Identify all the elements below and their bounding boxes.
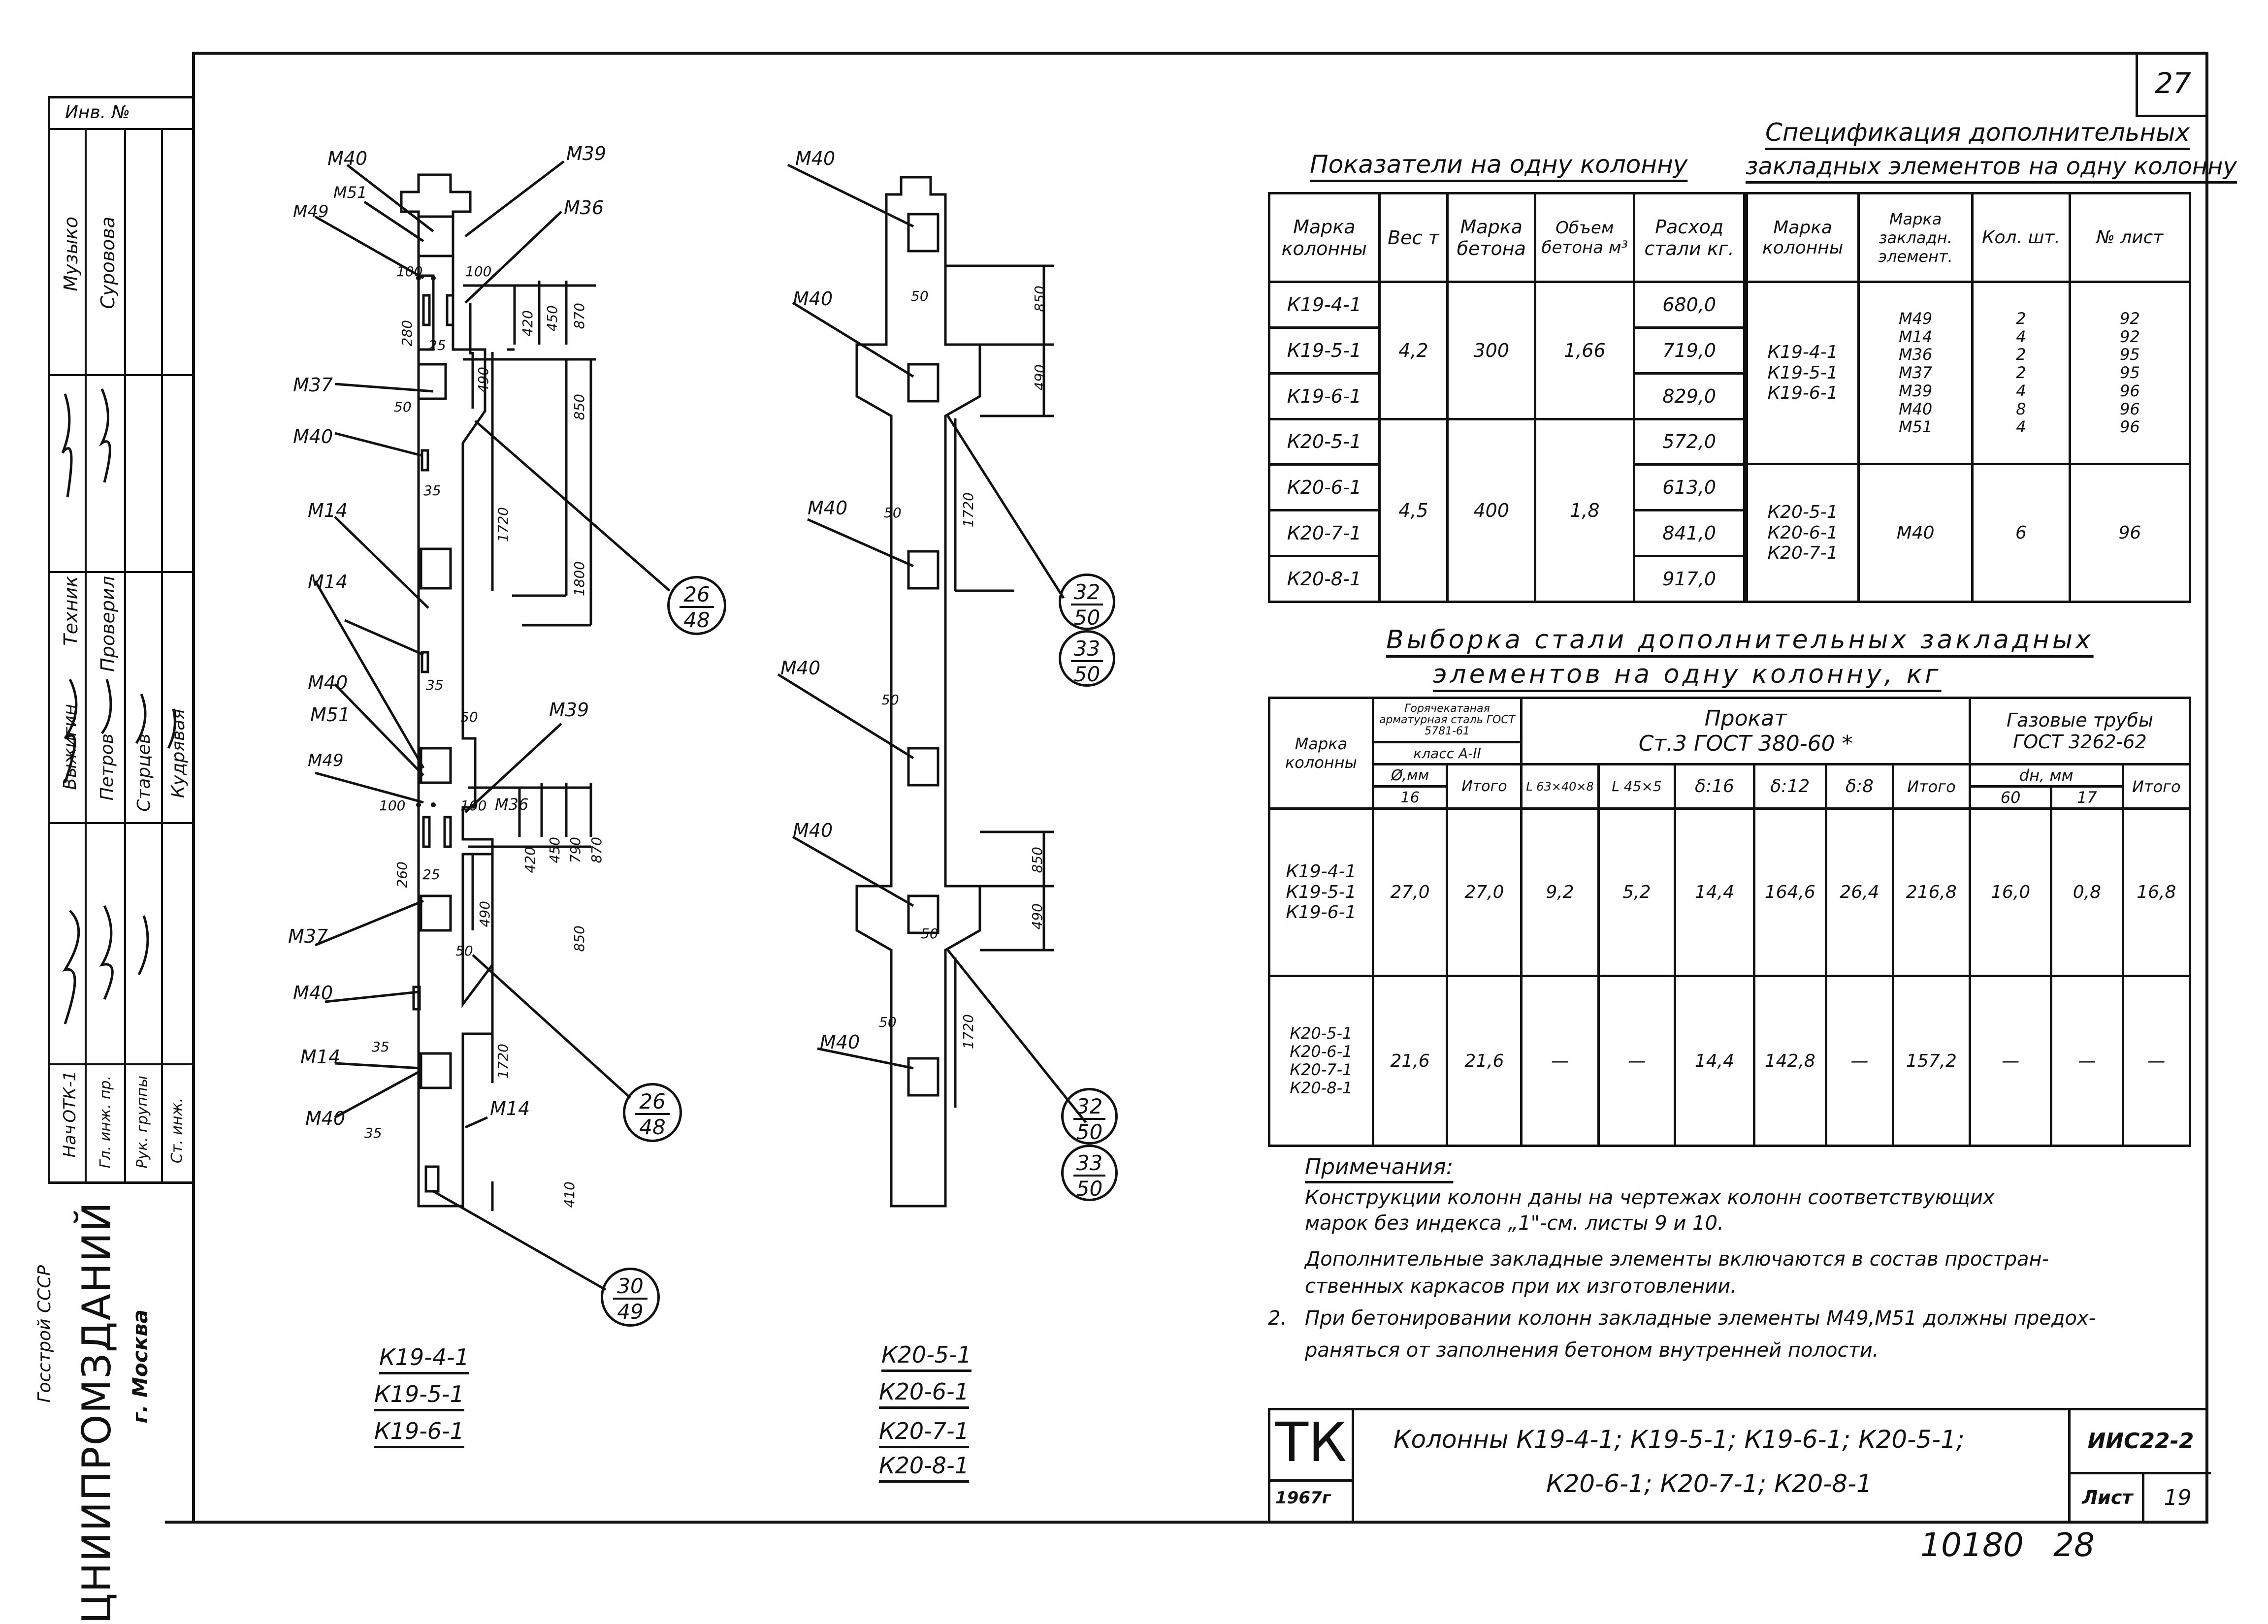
role-startsev: Старцев <box>134 733 154 812</box>
t2-h-qty: Кол. шт. <box>1973 193 2070 282</box>
t3-cell: 142,8 <box>1754 976 1826 1146</box>
dim-25b: 25 <box>422 866 440 883</box>
mark-k20-m40-b: М40 <box>793 288 833 310</box>
t1-mark: К20-7-1 <box>1269 510 1380 556</box>
t3-h-total3: Итого <box>2123 764 2190 809</box>
mark-m14-d: М14 <box>490 1098 530 1119</box>
dim-35d: 35 <box>364 1125 382 1141</box>
mark-m40-top: М40 <box>327 148 368 169</box>
notes-title: Примечания: <box>1305 1154 1454 1179</box>
role-petrov: Петров <box>97 733 117 801</box>
mark-m40-c: М40 <box>305 1108 346 1129</box>
dim-100c: 100 <box>379 797 406 814</box>
table3-title-2: элементов на одну колонну, кг <box>1433 660 1942 689</box>
t1-steel: 572,0 <box>1634 419 1745 465</box>
t3-h-class: класс А-II <box>1373 742 1522 764</box>
t3-h-prokat: Прокат Ст.3 ГОСТ 380-60 * <box>1522 698 1970 764</box>
dim-25a: 25 <box>428 337 446 353</box>
mark-m36-mid: М36 <box>495 795 529 814</box>
t3-cell: — <box>2123 976 2190 1146</box>
role-ruk-gruppy: Рук. группы <box>134 1076 151 1169</box>
mark-m14-c: М14 <box>300 1046 341 1068</box>
t2-h-elem: Марка закладн. элемент. <box>1859 193 1973 282</box>
t2-h-mark: Марка колонны <box>1747 193 1859 282</box>
table2 <box>1746 192 2191 603</box>
t1-mark: К20-6-1 <box>1269 465 1380 510</box>
t3-cell: 27,0 <box>1373 809 1447 976</box>
t3-cell: 21,6 <box>1373 976 1447 1146</box>
t2-g2-element: М40 <box>1859 464 1973 602</box>
dim-50c: 50 <box>455 943 473 959</box>
callout-32-50-b: 32 50 <box>1061 1088 1118 1145</box>
caption-k19-5-1: К19-5-1 <box>374 1381 464 1407</box>
t2-g1-marks: К19-4-1 К19-5-1 К19-6-1 <box>1747 282 1859 464</box>
t2-g1-elements: М49 М14 М36 М37 М39 М40 М51 <box>1859 282 1973 464</box>
t1-mark: К19-6-1 <box>1269 373 1380 419</box>
dim-100a: 100 <box>396 263 423 280</box>
t3-cell: 216,8 <box>1893 809 1970 976</box>
dim-k20-850a: 850 <box>1032 286 1048 312</box>
t3-r1-marks: К19-4-1 К19-5-1 К19-6-1 <box>1269 809 1373 976</box>
dim-k20-490b: 490 <box>1029 903 1045 930</box>
t1-h-concrete: Марка бетона <box>1448 193 1535 282</box>
dim-k20-50e: 50 <box>921 925 939 942</box>
dim-450a: 450 <box>544 305 560 332</box>
mark-k20-m40-a: М40 <box>795 148 836 169</box>
table3 <box>1268 697 2191 1147</box>
dim-k20-1720a: 1720 <box>960 492 976 528</box>
callout-26-48-b: 26 48 <box>623 1083 682 1142</box>
t1-volume-g2: 1,8 <box>1535 419 1634 602</box>
t1-weight-g1: 4,2 <box>1379 282 1448 419</box>
mark-k20-m40-e: М40 <box>793 820 833 841</box>
t1-mark: К20-8-1 <box>1269 556 1380 602</box>
inv-label: Инв. № <box>65 102 130 123</box>
t1-steel: 917,0 <box>1634 556 1745 602</box>
mark-m39-mid: М39 <box>549 699 589 721</box>
mark-m14-b: М14 <box>308 571 348 593</box>
note-1a: Конструкции колонн даны на чертежах колонн соответствующих <box>1305 1186 1995 1209</box>
sheet-label: Лист <box>2082 1487 2133 1508</box>
t3-cell: 5,2 <box>1598 809 1675 976</box>
t3-cell: 21,6 <box>1447 976 1522 1146</box>
t1-h-weight: Вес т <box>1379 193 1448 282</box>
caption-k20-8-1: К20-8-1 <box>879 1452 969 1479</box>
mark-k20-m40-d: М40 <box>780 657 821 679</box>
dim-280: 280 <box>399 320 415 347</box>
t3-cell: 157,2 <box>1893 976 1970 1146</box>
dim-50b: 50 <box>460 709 478 725</box>
dim-k20-1720b: 1720 <box>960 1014 976 1050</box>
series-code: ИИС22-2 <box>2087 1429 2194 1454</box>
t3-h-60: 60 <box>1970 787 2051 809</box>
t3-cell: 9,2 <box>1522 809 1598 976</box>
note-2a: Дополнительные закладные элементы включаются в состав простран- <box>1305 1248 2049 1271</box>
note-3a: При бетонировании колонн закладные элементы М49,М51 должны предох- <box>1305 1307 2096 1330</box>
dim-k20-50b: 50 <box>884 505 902 521</box>
dim-790: 790 <box>567 837 583 863</box>
t1-h-steel: Расход стали кг. <box>1634 193 1745 282</box>
dim-850b: 850 <box>571 925 587 952</box>
t1-concrete-g1: 300 <box>1448 282 1535 419</box>
t3-cell: 164,6 <box>1754 809 1826 976</box>
t2-g2-marks: К20-5-1 К20-6-1 К20-7-1 <box>1747 464 1859 602</box>
t3-cell: — <box>1598 976 1675 1146</box>
dim-k20-50a: 50 <box>911 288 929 304</box>
t3-cell: — <box>2051 976 2123 1146</box>
note-3-num: 2. <box>1268 1307 1287 1330</box>
t2-g1-qty: 2 4 2 2 4 8 4 <box>1973 282 2070 464</box>
t3-h-rebar: Горячекатаная арматурная сталь ГОСТ 5781-61 <box>1373 698 1522 742</box>
mark-m49-mid: М49 <box>308 751 344 770</box>
role-vyzhigin: Выжигин <box>60 704 80 790</box>
org-name: ЦНИИПРОМЗДАНИЙ <box>74 1201 120 1624</box>
table1-title: Показатели на одну колонну <box>1310 150 1688 179</box>
callout-26-48-a: 26 48 <box>667 576 726 635</box>
dim-35b: 35 <box>426 677 444 693</box>
sheet-no-cell <box>2142 1472 2211 1524</box>
role-otk: ОТК-1 <box>60 1071 80 1123</box>
mark-m14-a: М14 <box>308 500 348 521</box>
t3-h-dn: dн, мм <box>1970 764 2123 787</box>
title-block <box>1268 1408 2208 1524</box>
note-1b: марок без индекса „1"-см. листы 9 и 10. <box>1305 1212 1724 1235</box>
dim-870b: 870 <box>588 837 605 863</box>
dim-490a: 490 <box>475 367 491 393</box>
mark-m36-top: М36 <box>564 197 604 219</box>
t3-h-s12: δ:12 <box>1754 764 1826 809</box>
series-cell <box>2068 1410 2211 1474</box>
dim-450b: 450 <box>547 837 563 863</box>
t1-steel: 829,0 <box>1634 373 1745 419</box>
tk-logo: ТК <box>1275 1411 1347 1474</box>
t2-g2-sheet: 96 <box>2070 464 2190 602</box>
role-muzyko: Музыко <box>60 217 82 291</box>
t1-volume-g1: 1,66 <box>1535 282 1634 419</box>
role-kudryavaya: Кудрявая <box>168 709 189 798</box>
t3-cell: — <box>1826 976 1893 1146</box>
mark-m40-a: М40 <box>308 672 348 694</box>
role-surovova: Суровова <box>97 217 119 309</box>
caption-k19-4-1: К19-4-1 <box>379 1344 469 1370</box>
mark-m40-b: М40 <box>293 982 333 1004</box>
bottom-number-right: 28 <box>2053 1526 2095 1564</box>
note-3b: раняться от заполнения бетоном внутренней полости. <box>1305 1339 1879 1362</box>
t3-h-dmm: Ø,мм <box>1373 764 1447 787</box>
dim-35c: 35 <box>372 1039 389 1055</box>
t2-h-sheet: № лист <box>2070 193 2190 282</box>
t3-h-d16: 16 <box>1373 787 1447 809</box>
dim-1720b: 1720 <box>495 1044 511 1079</box>
table1 <box>1268 192 1746 603</box>
t3-cell: 16,8 <box>2123 809 2190 976</box>
sheet-number-top: 27 <box>2155 66 2191 100</box>
mark-m40-mid: М40 <box>293 426 333 447</box>
t3-cell: 14,4 <box>1675 809 1754 976</box>
caption-k20-6-1: К20-6-1 <box>879 1378 969 1405</box>
dim-k20-50c: 50 <box>881 692 899 708</box>
t1-mark: К19-4-1 <box>1269 282 1380 328</box>
mark-m49-top: М49 <box>293 202 329 222</box>
dim-1720a: 1720 <box>495 507 511 542</box>
table2-title-1: Спецификация дополнительных <box>1765 118 2190 147</box>
dim-420b: 420 <box>522 847 538 873</box>
mark-m37-mid: М37 <box>288 925 328 947</box>
title-line-1: Колонны К19-4-1; К19-5-1; К19-6-1; К20-5-1; <box>1393 1425 1965 1454</box>
t3-h-angle1: L 63×40×8 <box>1522 764 1598 809</box>
dim-100d: 100 <box>460 797 487 814</box>
dim-850a: 850 <box>571 394 587 420</box>
tk-year: 1967г <box>1275 1488 1331 1508</box>
t3-h-pipes: Газовые трубы ГОСТ 3262-62 <box>1970 698 2190 764</box>
t3-h-angle2: L 45×5 <box>1598 764 1675 809</box>
t3-cell: 26,4 <box>1826 809 1893 976</box>
dim-k20-490a: 490 <box>1032 364 1048 391</box>
t3-cell: — <box>1522 976 1598 1146</box>
mark-m39-top: М39 <box>566 143 607 164</box>
t1-h-mark: Марка колонны <box>1269 193 1380 282</box>
dim-35a: 35 <box>423 482 441 499</box>
dim-k20-850b: 850 <box>1029 847 1045 873</box>
dim-410: 410 <box>561 1181 578 1208</box>
t1-steel: 613,0 <box>1634 465 1745 510</box>
t3-cell: 14,4 <box>1675 976 1754 1146</box>
sheet-label-cell <box>2068 1472 2144 1524</box>
bottom-number-left: 10180 <box>1920 1526 2024 1564</box>
callout-33-50-b: 33 50 <box>1061 1145 1118 1201</box>
t1-steel: 680,0 <box>1634 282 1745 328</box>
role-st-inzh: Ст. инж. <box>168 1098 186 1164</box>
t1-steel: 841,0 <box>1634 510 1745 556</box>
dim-k20-50d: 50 <box>879 1014 897 1030</box>
dim-50a: 50 <box>394 399 412 415</box>
role-proveril: Проверил <box>97 576 119 672</box>
t3-r2-marks: К20-5-1 К20-6-1 К20-7-1 К20-8-1 <box>1269 976 1373 1146</box>
role-gl-inzh: Гл. инж. пр. <box>97 1076 114 1169</box>
table3-title-1: Выборка стали дополнительных закладных <box>1386 625 2094 655</box>
mark-k20-m40-c: М40 <box>808 497 848 519</box>
table2-title-2: закладных элементов на одну колонну <box>1746 153 2237 180</box>
t2-g2-qty: 6 <box>1973 464 2070 602</box>
mark-m37-top: М37 <box>293 374 333 396</box>
t3-h-17: 17 <box>2051 787 2123 809</box>
callout-30-49: 30 49 <box>601 1268 660 1327</box>
t1-h-volume: Объем бетона м³ <box>1535 193 1634 282</box>
callout-32-50-a: 32 50 <box>1059 573 1115 630</box>
mark-m51-mid: М51 <box>310 704 351 726</box>
t3-h-s16: δ:16 <box>1675 764 1754 809</box>
sheet-no: 19 <box>2164 1485 2192 1510</box>
caption-k20-5-1: К20-5-1 <box>881 1341 972 1368</box>
t3-cell: 0,8 <box>2051 809 2123 976</box>
dim-420a: 420 <box>519 310 536 337</box>
role-tehnik: Техник <box>60 576 82 646</box>
caption-k20-7-1: К20-7-1 <box>879 1418 969 1444</box>
callout-33-50-a: 33 50 <box>1059 630 1115 687</box>
t3-h-mark: Марка колонны <box>1269 698 1373 809</box>
title-block-logo-cell <box>1270 1410 1354 1524</box>
t3-cell: — <box>1970 976 2051 1146</box>
org-city: г. Москва <box>128 1309 152 1424</box>
org-country: Госстрой СССР <box>34 1265 55 1403</box>
t1-weight-g2: 4,5 <box>1379 419 1448 602</box>
dim-870a: 870 <box>571 303 587 329</box>
note-2b: ственных каркасов при их изготовлении. <box>1305 1275 1737 1298</box>
t1-mark: К19-5-1 <box>1269 327 1380 373</box>
dim-1800: 1800 <box>571 561 587 597</box>
t3-h-total1: Итого <box>1447 764 1522 809</box>
t1-steel: 719,0 <box>1634 327 1745 373</box>
t2-g1-sheet: 92 92 95 95 96 96 96 <box>2070 282 2190 464</box>
t3-cell: 27,0 <box>1447 809 1522 976</box>
mark-k20-m40-f: М40 <box>820 1031 860 1053</box>
role-nach: Нач <box>60 1125 80 1158</box>
title-line-2: К20-6-1; К20-7-1; К20-8-1 <box>1546 1469 1872 1498</box>
dim-490b: 490 <box>477 901 493 927</box>
caption-k19-6-1: К19-6-1 <box>374 1418 464 1444</box>
t3-h-total2: Итого <box>1893 764 1970 809</box>
t3-cell: 16,0 <box>1970 809 2051 976</box>
mark-m51-top: М51 <box>333 183 367 202</box>
dim-260: 260 <box>394 861 410 888</box>
t3-h-s8: δ:8 <box>1826 764 1893 809</box>
t1-mark: К20-5-1 <box>1269 419 1380 465</box>
dim-100b: 100 <box>465 263 492 280</box>
t1-concrete-g2: 400 <box>1448 419 1535 602</box>
